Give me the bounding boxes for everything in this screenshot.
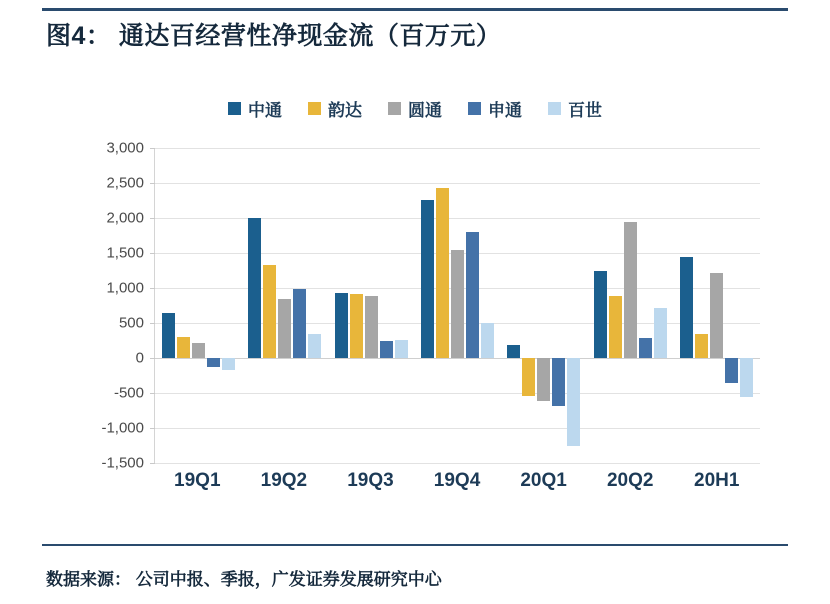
x-axis-tick-label: 20H1 <box>694 470 740 491</box>
legend-item <box>548 96 602 121</box>
bar-group <box>674 148 760 463</box>
bar <box>654 308 667 358</box>
bar <box>624 222 637 358</box>
bar-slot <box>278 148 291 463</box>
y-axis-tick-label: -500 <box>113 384 144 402</box>
bar-slot <box>421 148 434 463</box>
bar-slot <box>537 148 550 463</box>
bar <box>308 334 321 358</box>
bar <box>552 358 565 406</box>
y-axis-tick-label: -1,500 <box>101 454 144 472</box>
bar-slot <box>725 148 738 463</box>
bar <box>710 273 723 358</box>
bar-slot <box>451 148 464 463</box>
bar-slot <box>162 148 175 463</box>
bar-group <box>241 148 327 463</box>
bar-slot <box>207 148 220 463</box>
bar <box>380 341 393 358</box>
footer-divider <box>42 544 788 546</box>
legend-item <box>468 96 522 121</box>
bar <box>192 343 205 358</box>
source-note: 数据来源： 公司中报、季报，广发证券发展研究中心 <box>46 570 442 589</box>
y-axis-tick-label: 3,000 <box>106 139 144 157</box>
bar-slot <box>308 148 321 463</box>
bar-slot <box>567 148 580 463</box>
bar-slot <box>740 148 753 463</box>
bar-group <box>501 148 587 463</box>
bar <box>537 358 550 401</box>
x-axis-labels <box>154 470 760 492</box>
bar-slot <box>335 148 348 463</box>
y-axis-tick-label: 500 <box>118 314 144 332</box>
bar <box>507 345 520 358</box>
bar <box>365 296 378 358</box>
y-axis-tick-label: 1,500 <box>106 244 144 262</box>
bar <box>162 313 175 358</box>
legend-item-label: 申通 <box>488 101 522 120</box>
page-title: 图4： 通达百经营性净现金流（百万元） <box>46 22 502 50</box>
axis-tick <box>150 463 155 464</box>
bar-slot <box>481 148 494 463</box>
bar <box>222 358 235 370</box>
bar-slot <box>263 148 276 463</box>
bar <box>466 232 479 358</box>
bar-slot <box>365 148 378 463</box>
chart-area <box>78 139 768 498</box>
bar-slot <box>507 148 520 463</box>
bar <box>293 289 306 358</box>
bar-slot <box>177 148 190 463</box>
legend-item <box>308 96 362 121</box>
plot-area <box>154 148 760 463</box>
x-axis-tick-label: 19Q2 <box>260 470 308 491</box>
bar-slot <box>654 148 667 463</box>
bar-slot <box>695 148 708 463</box>
y-axis-tick-label: 2,500 <box>106 174 144 192</box>
bar <box>451 250 464 359</box>
bar-slot <box>350 148 363 463</box>
bar <box>350 294 363 358</box>
legend-swatch-icon <box>388 102 401 115</box>
bar-slot <box>293 148 306 463</box>
bar <box>207 358 220 367</box>
y-axis-tick-label: 2,000 <box>106 209 144 227</box>
bar-slot <box>248 148 261 463</box>
y-axis-tick-label: 1,000 <box>106 279 144 297</box>
x-axis-tick-label: 19Q3 <box>347 470 394 491</box>
bar-slot <box>594 148 607 463</box>
bar <box>421 200 434 358</box>
bar <box>335 293 348 358</box>
bar-slot <box>710 148 723 463</box>
bar <box>263 265 276 358</box>
legend-item-label: 圆通 <box>408 101 442 120</box>
chart-legend <box>0 96 830 121</box>
bar <box>567 358 580 446</box>
legend-swatch-icon <box>308 102 321 115</box>
y-axis-labels <box>78 139 150 472</box>
legend-swatch-icon <box>228 102 241 115</box>
bar-slot <box>466 148 479 463</box>
bar-groups <box>155 148 760 463</box>
x-axis-tick-label: 19Q1 <box>174 470 221 491</box>
y-axis-tick-label: 0 <box>135 349 144 367</box>
bar-slot <box>680 148 693 463</box>
bar-slot <box>552 148 565 463</box>
bar-slot <box>624 148 637 463</box>
bar <box>680 257 693 358</box>
bar <box>594 271 607 359</box>
bar-slot <box>192 148 205 463</box>
bar <box>740 358 753 397</box>
bar <box>177 337 190 358</box>
bar-slot <box>436 148 449 463</box>
bar-group <box>328 148 414 463</box>
bar <box>436 188 449 358</box>
gridline <box>155 463 760 464</box>
bar-group <box>587 148 673 463</box>
bar-slot <box>639 148 652 463</box>
bar-slot <box>522 148 535 463</box>
bar <box>609 296 622 358</box>
bar-slot <box>222 148 235 463</box>
x-axis-tick-label: 19Q4 <box>433 470 481 491</box>
legend-item-label: 百世 <box>568 101 602 120</box>
bar <box>725 358 738 383</box>
legend-item <box>388 96 442 121</box>
bar <box>695 334 708 358</box>
legend-swatch-icon <box>468 102 481 115</box>
bar-group <box>414 148 500 463</box>
bar-slot <box>380 148 393 463</box>
bar <box>278 299 291 358</box>
bar-slot <box>609 148 622 463</box>
x-axis-tick-label: 20Q1 <box>520 470 567 491</box>
bar <box>481 323 494 358</box>
bar <box>522 358 535 396</box>
title-divider <box>42 8 788 11</box>
bar <box>395 340 408 358</box>
legend-item <box>228 96 282 121</box>
legend-item-label: 中通 <box>248 101 282 120</box>
legend-item-label: 韵达 <box>328 101 362 120</box>
bar <box>639 338 652 358</box>
x-axis-tick-label: 20Q2 <box>606 470 654 491</box>
y-axis-tick-label: -1,000 <box>101 419 144 437</box>
legend-swatch-icon <box>548 102 561 115</box>
bar <box>248 218 261 358</box>
bar-group <box>155 148 241 463</box>
bar-slot <box>395 148 408 463</box>
